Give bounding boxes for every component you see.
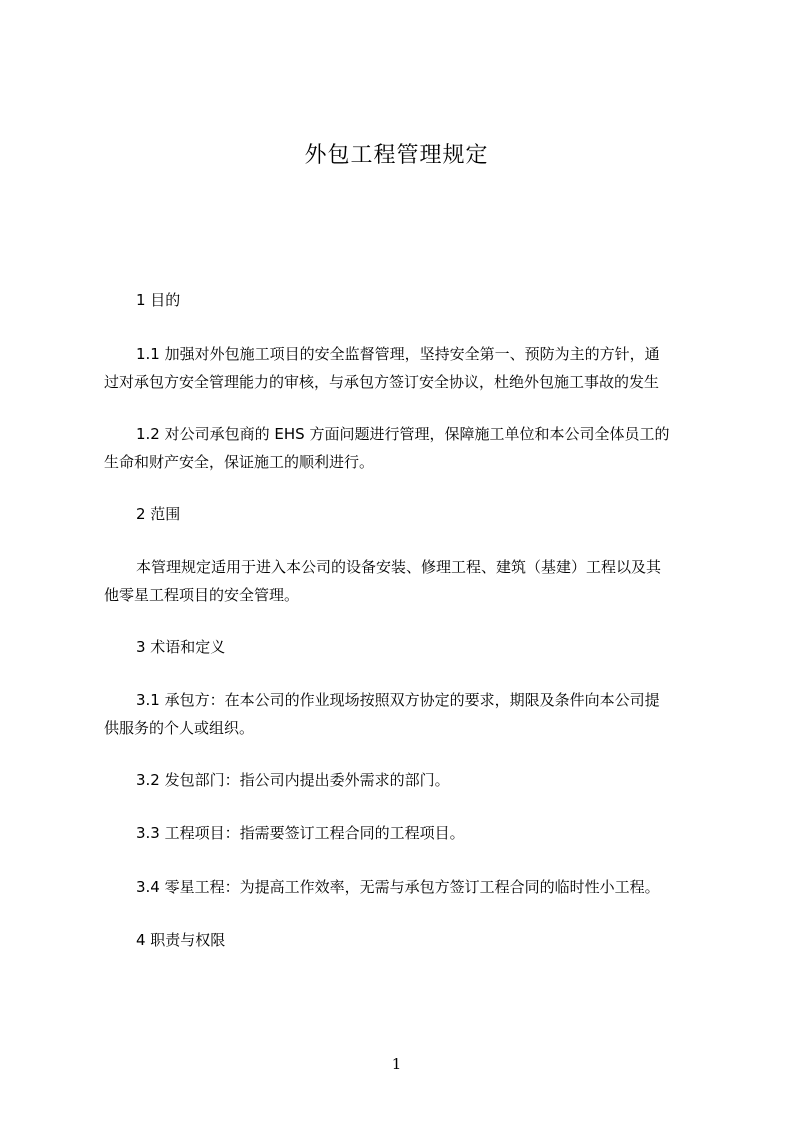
paragraph-line: 过对承包方安全管理能力的审核，与承包方签订安全协议，杜绝外包施工事故的发生 xyxy=(104,373,660,391)
paragraph-line: 他零星工程项目的安全管理。 xyxy=(104,586,300,604)
paragraph-1-1 xyxy=(104,340,701,396)
paragraph-line: 生命和财产安全，保证施工的顺利进行。 xyxy=(104,453,375,471)
section-heading-terms: 3 术语和定义 xyxy=(136,638,226,656)
section-heading-purpose: 1 目的 xyxy=(136,291,181,309)
paragraph-3-1 xyxy=(104,686,701,742)
paragraph-1-2 xyxy=(104,420,701,476)
paragraph-3-4: 3.4 零星工程：为提高工作效率，无需与承包方签订工程合同的临时性小工程。 xyxy=(136,878,660,896)
paragraph-3-3: 3.3 工程项目：指需要签订工程合同的工程项目。 xyxy=(136,824,465,842)
paragraph-line: 供服务的个人或组织。 xyxy=(104,719,255,737)
page-number: 1 xyxy=(391,1055,402,1073)
document-title: 外包工程管理规定 xyxy=(304,143,489,168)
section-heading-responsibilities: 4 职责与权限 xyxy=(136,931,226,949)
section-heading-scope: 2 范围 xyxy=(136,505,181,523)
paragraph-line: 1.2 对公司承包商的 EHS 方面问题进行管理，保障施工单位和本公司全体员工的 xyxy=(136,425,670,443)
paragraph-3-2: 3.2 发包部门：指公司内提出委外需求的部门。 xyxy=(136,771,450,789)
paragraph-line: 3.1 承包方：在本公司的作业现场按照双方协定的要求，期限及条件向本公司提 xyxy=(136,691,660,709)
paragraph-line: 1.1 加强对外包施工项目的安全监督管理，坚持安全第一、预防为主的方针，通 xyxy=(136,345,660,363)
paragraph-scope xyxy=(104,553,701,609)
paragraph-line: 本管理规定适用于进入本公司的设备安装、修理工程、建筑（基建）工程以及其 xyxy=(136,558,662,576)
